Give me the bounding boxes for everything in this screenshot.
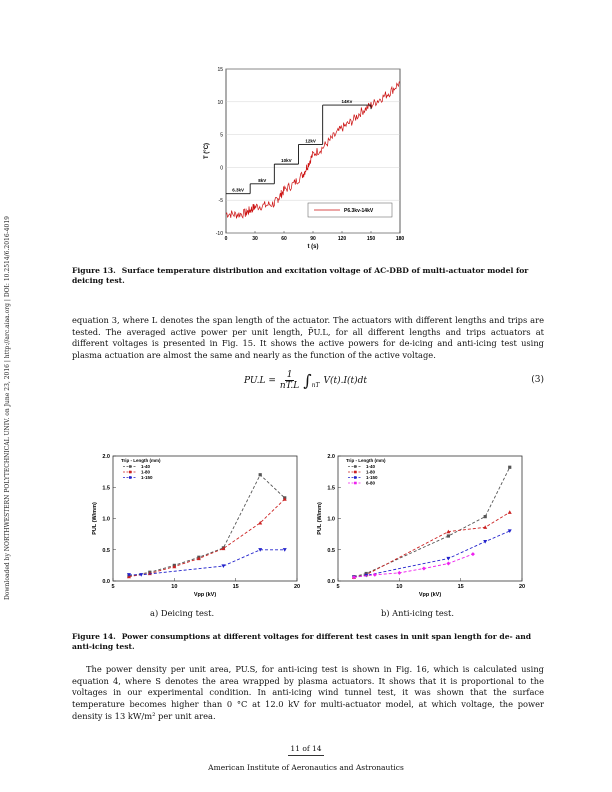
x-axis-label: Vpp (kV) xyxy=(418,592,442,598)
x-tick-label: 60 xyxy=(281,236,287,242)
equation-number: (3) xyxy=(531,375,544,385)
y-tick-label: 5 xyxy=(220,132,223,139)
legend-label-6-80: 6-80 xyxy=(366,480,376,486)
x-tick-label: 0 xyxy=(224,236,228,242)
figure-14-label: Figure 14. xyxy=(72,632,116,641)
paragraph-power-density-text: The power density per unit area, PU.S, for anti-icing test is shown in Fig. 16, which is calculated using equation 4, where S denotes the area wrapped by plasma actuators. It shows that it is proportional to the voltages in our experimental condition. In anti-icing wind tunnel test, it was shown that the surface temperature becomes higher than 0 °C at 12.0 kV for multi-actuator model, at which voltage, the power density is 13 kW/m² per unit area. xyxy=(72,664,544,721)
data-point-1-40 xyxy=(508,466,511,469)
x-tick-label: 10 xyxy=(171,584,178,590)
data-point-1-40 xyxy=(447,534,450,537)
legend-label-1-40: 1-40 xyxy=(141,464,151,469)
y-tick-label: -10 xyxy=(215,231,223,237)
legend-marker-1-150 xyxy=(129,476,132,479)
series-line-1-40 xyxy=(354,467,510,576)
data-point-6-80 xyxy=(422,567,426,571)
x-tick-label: 180 xyxy=(395,236,405,242)
y-tick-label: 0.0 xyxy=(102,579,110,585)
data-point-1-80 xyxy=(508,510,512,514)
x-tick-label: 5 xyxy=(111,584,115,590)
x-axis-label: Vpp (kV) xyxy=(193,592,217,598)
x-tick-label: 150 xyxy=(366,236,376,242)
y-tick-label: 2.0 xyxy=(327,454,335,460)
integral-subscript: nT xyxy=(311,382,320,389)
equation-lhs: PU.L = xyxy=(244,375,276,386)
data-point-1-150 xyxy=(221,564,225,568)
y-tick-label: 1.5 xyxy=(102,485,110,492)
data-point-6-80 xyxy=(471,552,475,556)
y-tick-label: -5 xyxy=(218,198,223,205)
legend-label-1-80: 1-80 xyxy=(141,469,151,475)
paragraph-power-density xyxy=(72,664,544,723)
paragraph-equation-3-text: equation 3, where L denotes the span length of the actuator. The actuators with different lengths and trips are tested. The averaged active power per unit length, P̄U.L, for all different lengths and trips actuators at different voltages is presented in Fig. 15. It shows the active powers for de-icing and anti-icing test using plasma actuation are almost the same and nearly as the function of the active voltage. xyxy=(72,315,544,361)
equation-3 xyxy=(72,370,544,396)
legend-label-1-150: 1-150 xyxy=(141,475,153,480)
download-watermark-text: Downloaded by NORTHWESTERN POLYTECHNICAL UNIV. on June 23, 2016 | http://arc.aiaa.org | DOI: 10.2514/6.2016-4019 xyxy=(4,216,11,600)
y-tick-label: 1.0 xyxy=(102,516,110,523)
y-tick-label: 0.5 xyxy=(102,547,110,554)
paragraph-equation-3 xyxy=(72,315,544,362)
voltage-step-label: 14Kv xyxy=(341,99,353,105)
figure-13-chart xyxy=(190,63,410,253)
equation-fraction xyxy=(280,370,299,391)
download-watermark xyxy=(4,200,18,600)
figure-13-caption xyxy=(72,266,544,286)
y-tick-label: 0.0 xyxy=(327,579,335,585)
legend-marker-1-80 xyxy=(129,471,132,474)
equation-numerator: 1 xyxy=(286,370,293,380)
x-tick-label: 90 xyxy=(310,236,316,242)
x-tick-label: 20 xyxy=(518,584,526,590)
voltage-step-label: 8kV xyxy=(258,177,267,183)
y-tick-label: 2.0 xyxy=(102,454,110,460)
legend-label-1-150: 1-150 xyxy=(366,475,378,480)
subcaption-b: b) Anti-icing test. xyxy=(381,608,455,618)
legend-marker-1-40 xyxy=(129,465,132,468)
figure-13-label: Figure 13. xyxy=(72,266,116,275)
x-axis-label: t (s) xyxy=(307,244,319,250)
integral-sign: ∫ xyxy=(303,370,312,390)
data-point-1-40 xyxy=(484,515,487,518)
legend-marker-1-150 xyxy=(354,476,357,479)
data-point-1-40 xyxy=(259,473,262,476)
subcaption-a: a) Deicing test. xyxy=(150,608,215,618)
x-tick-label: 120 xyxy=(337,236,347,242)
figure-14a-chart xyxy=(85,450,305,605)
series-line-1-40 xyxy=(129,475,285,576)
data-point-1-150 xyxy=(446,557,450,561)
legend-marker-1-40 xyxy=(354,465,357,468)
y-tick-label: 0.5 xyxy=(327,547,335,554)
footer-organization: American Institute of Aeronautics and Astronautics xyxy=(208,763,404,772)
legend-label-1-40: 1-40 xyxy=(366,464,376,469)
temperature-series-line xyxy=(226,82,400,219)
series-line-1-150 xyxy=(129,550,285,575)
figure-14b-chart xyxy=(310,450,530,605)
voltage-step-label: 12kV xyxy=(305,138,316,144)
y-axis-label: PUL (W/mm) xyxy=(317,502,323,535)
equation-body xyxy=(244,370,367,391)
series-line-1-150 xyxy=(354,531,510,577)
y-tick-label: 0 xyxy=(220,165,223,172)
figure-13-caption-text: Surface temperature distribution and excitation voltage of AC-DBD of multi-actuator model for deicing test. xyxy=(72,266,529,285)
legend-marker-6-80 xyxy=(354,482,357,485)
data-point-1-150 xyxy=(283,548,287,552)
y-tick-label: 1.5 xyxy=(327,485,335,492)
x-tick-label: 15 xyxy=(457,584,464,590)
voltage-step-label: 10kV xyxy=(281,158,292,164)
figure-14-caption xyxy=(72,632,544,652)
legend-title: Trip - Length (mm) xyxy=(346,458,386,463)
series-line-1-80 xyxy=(129,499,285,576)
legend-marker-1-80 xyxy=(354,471,357,474)
equation-integrand: V(t).I(t)dt xyxy=(323,375,368,386)
y-axis-label: T (°C) xyxy=(204,142,210,160)
y-axis-label: PUL (W/mm) xyxy=(92,502,98,535)
legend-label-1-80: 1-80 xyxy=(366,469,376,475)
x-tick-label: 30 xyxy=(252,236,258,242)
page-number: 11 of 14 xyxy=(290,744,322,753)
y-tick-label: 15 xyxy=(217,67,223,73)
y-tick-label: 1.0 xyxy=(327,516,335,523)
data-point-6-80 xyxy=(397,571,401,575)
voltage-step-label: 6.3kV xyxy=(232,187,244,193)
series-line-1-80 xyxy=(354,512,510,577)
equation-denominator: nT.L xyxy=(279,381,300,391)
footer-rule xyxy=(288,755,324,756)
y-tick-label: 10 xyxy=(217,99,223,106)
figure-14-caption-text: Power consumptions at different voltages for different test cases in unit span length for de- and anti-icing test. xyxy=(72,632,532,651)
x-tick-label: 10 xyxy=(396,584,403,590)
x-tick-label: 15 xyxy=(232,584,239,590)
legend-title: Trip - Length (mm) xyxy=(121,458,161,463)
x-tick-label: 20 xyxy=(293,584,301,590)
data-point-6-80 xyxy=(446,562,450,566)
legend-label: P6.3kv-14kV xyxy=(344,208,374,214)
x-tick-label: 5 xyxy=(336,584,340,590)
